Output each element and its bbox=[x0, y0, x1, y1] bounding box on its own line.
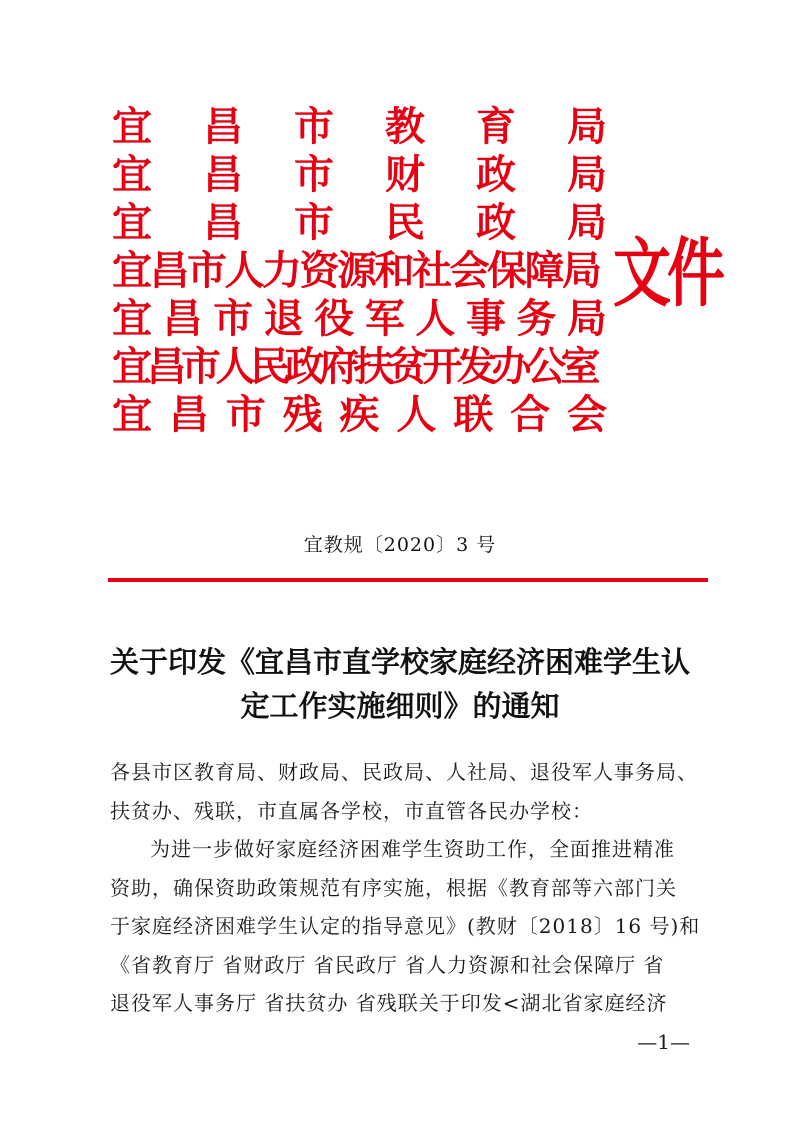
issuer-line-finance: 宜 昌 市 财 政 局 bbox=[112, 151, 607, 198]
title-line-1: 关于印发《宜昌市直学校家庭经济困难学生认 bbox=[109, 645, 690, 679]
issuer-line-poverty-office: 宜昌市人民政府扶贫开发办公室 bbox=[112, 343, 595, 390]
document-body bbox=[110, 753, 710, 1023]
document-marker: 文件 bbox=[613, 229, 722, 317]
red-divider bbox=[108, 578, 708, 582]
body-line: 退役军人事务厅 省扶贫办 省残联关于印发<湖北省家庭经济 bbox=[110, 991, 668, 1015]
page-number: —1— bbox=[637, 1030, 690, 1054]
issuer-block bbox=[112, 103, 607, 439]
document-title bbox=[100, 640, 700, 728]
issuer-line-human-resources: 宜昌市人力资源和社会保障局 bbox=[112, 247, 600, 294]
title-line-2: 定工作实施细则》的通知 bbox=[240, 689, 560, 723]
body-line: 扶贫办、残联，市直属各学校，市直管各民办学校： bbox=[110, 798, 593, 823]
issuer-line-veterans: 宜 昌 市 退 役 军 人 事 务 局 bbox=[112, 295, 607, 342]
issuer-line-civil-affairs: 宜 昌 市 民 政 局 bbox=[112, 199, 607, 246]
body-line: 为进一步做好家庭经济困难学生资助工作，全面推进精准 bbox=[150, 837, 675, 861]
body-line: 资助，确保资助政策规范有序实施，根据《教育部等六部门关 bbox=[110, 875, 677, 900]
issuer-line-education: 宜 昌 市 教 育 局 bbox=[112, 103, 607, 150]
body-line: 《省教育厅 省财政厅 省民政厅 省人力资源和社会保障厅 省 bbox=[110, 952, 665, 977]
document-number: 宜教规〔2020〕3 号 bbox=[303, 534, 497, 556]
issuer-line-disabled-federation: 宜 昌 市 残 疾 人 联 合 会 bbox=[112, 391, 607, 438]
body-line: 于家庭经济困难学生认定的指导意见》(教财〔2018〕16 号)和 bbox=[110, 914, 701, 938]
body-line: 各县市区教育局、财政局、民政局、人社局、退役军人事务局、 bbox=[110, 760, 698, 784]
